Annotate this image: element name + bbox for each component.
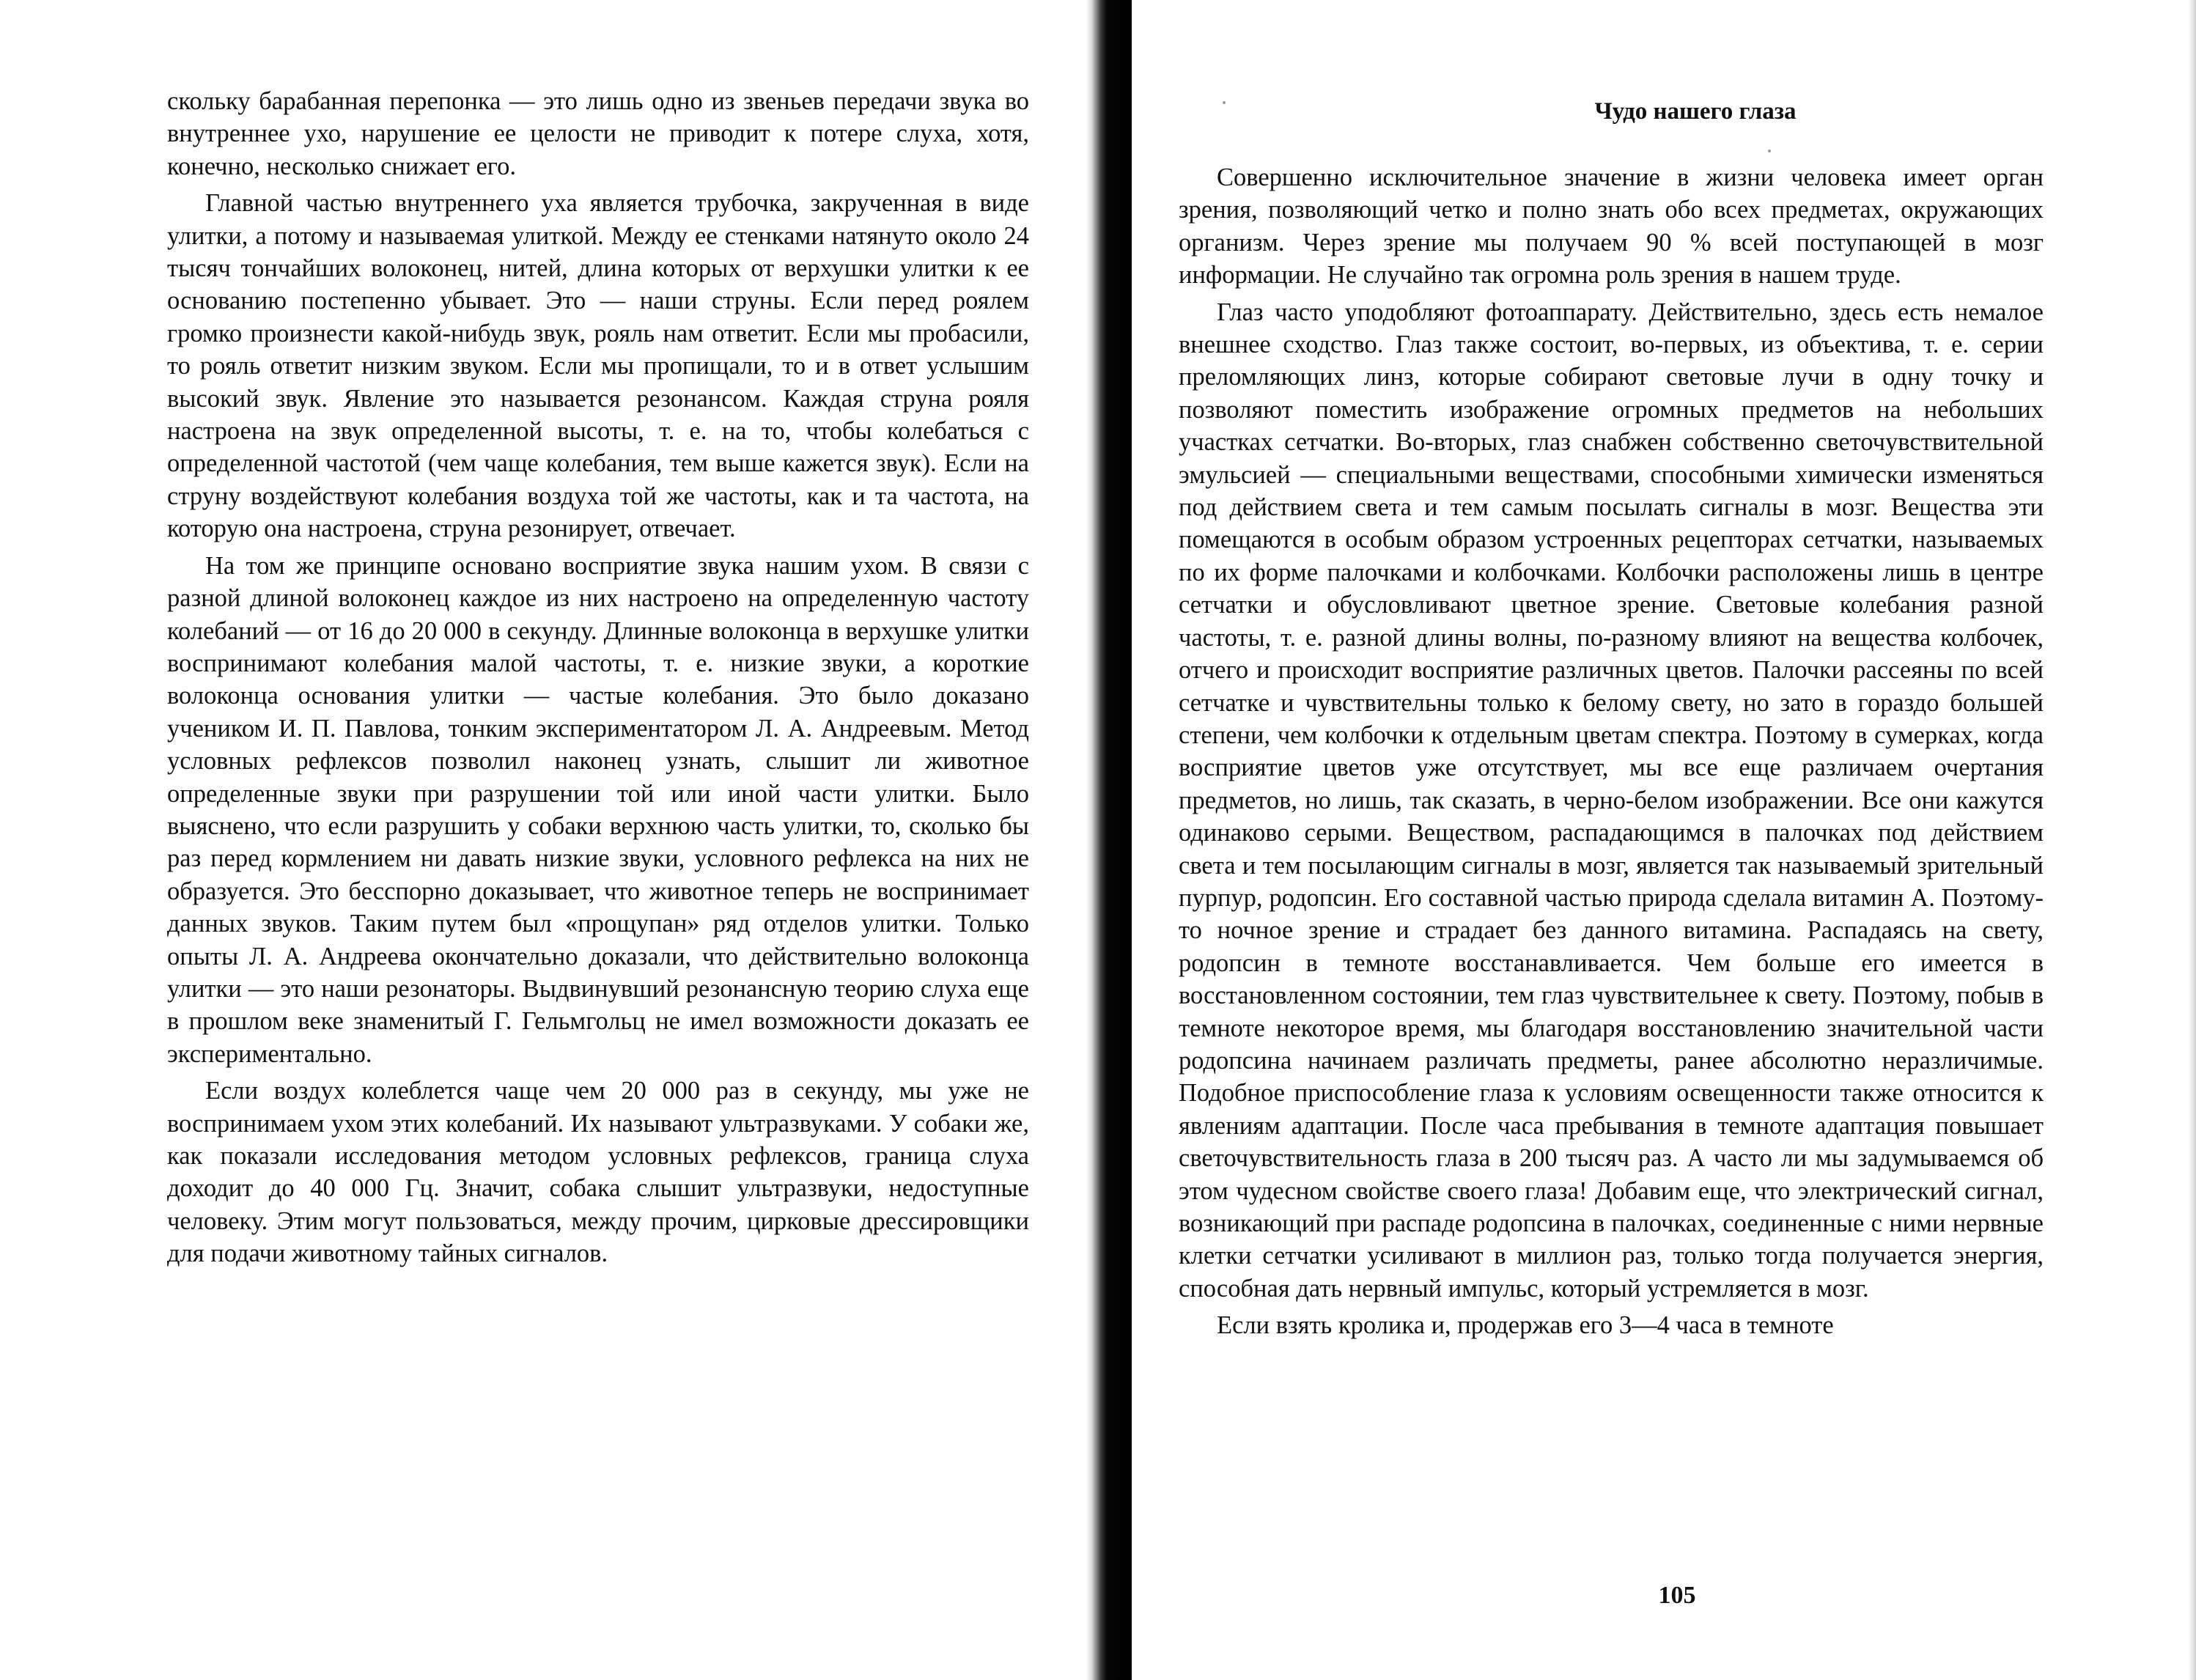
book-gutter <box>1086 0 1132 1680</box>
left-page-text <box>167 85 1029 1275</box>
left-page <box>0 0 1094 1680</box>
paragraph: Главной частью внутреннего уха является трубочка, закрученная в виде улитки, а потому и называемая улиткой. Между ее стенками натянуто около 24 тысяч тончайших волоконец, нитей, длина которых от верхушки улитки к ее основанию постепенно убывает. Это — наши струны. Если перед роялем громко произнести какой-нибудь звук, рояль нам ответит. Если мы пробасили, то рояль ответит низким звуком. Если мы пропищали, то и в ответ услышим высокий звук. Явление это называется резонансом. Каждая струна рояля настроена на звук определенной высоты, т. е. на то, чтобы колебаться с определенной частотой (чем чаще колебания, тем выше кажется звук). Если на струну воздействуют колебания воздуха той же частоты, как и та частота, на которую она настроена, струна резонирует, отвечает. <box>167 189 1029 543</box>
scan-speck <box>1223 101 1226 104</box>
page-number: 105 <box>1658 1582 1696 1609</box>
scan-speck <box>1768 150 1771 152</box>
right-page <box>1129 0 2196 1680</box>
right-page-text <box>1179 161 2044 1346</box>
paragraph: На том же принципе основано восприятие звука нашим ухом. В связи с разной длиной волоконец каждое из них настроено на определенную частоту колебаний — от 16 до 20 000 в секунду. Длинные волоконца в верхушке улитки воспринимают колебания малой частоты, т. е. низкие звуки, а короткие волоконца основания улитки — частые колебания. Это было доказано учеником И. П. Павлова, тонким экспериментатором Л. А. Андреевым. Метод условных рефлексов позволил наконец узнать, слышит ли животное определенные звуки при разрушении той или иной части улитки. Было выяснено, что если разрушить у собаки верхнюю часть улитки, то, сколько бы раз перед кормлением ни давать низкие звуки, условного рефлекса на них не образуется. Это бесспорно доказывает, что животное теперь не воспринимает данных звуков. Таким путем был «прощупан» ряд отделов улитки. Только опыты Л. А. Андреева окончательно доказали, что действительно волоконца улитки — это наши резонаторы. Выдвинувший резонансную теорию слуха еще в прошлом веке знаменитый Г. Гельмгольц не имел возможности доказать ее экспериментально. <box>167 551 1029 1068</box>
chapter-title: Чудо нашего глаза <box>1594 98 1797 125</box>
paragraph: Глаз часто уподобляют фотоаппарату. Действительно, здесь есть немалое внешнее сходство. Глаз также состоит, во-первых, из объектива, т. е. серии преломляющих линз, которые собирают световые лучи в одну точку и позволяют поместить изображение огромных предметов на небольших участках сетчатки. Во-вторых, глаз снабжен собственно светочувствительной эмульсией — специальными веществами, способными химически изменяться под действием света и тем самым посылать сигналы в мозг. Вещества эти помещаются в особым образом устроенных рецепторах сетчатки, называемых по их форме палочками и колбочками. Колбочки расположены лишь в центре сетчатки и обусловливают цветное зрение. Световые колебания разной частоты, т. е. разной длины волны, по-разному влияют на вещества колбочек, отчего и происходит восприятие различных цветов. Палочки рассеяны по всей сетчатке и чувствительны только к белому свету, но зато в гораздо большей степени, чем колбочки к отдельным цветам спектра. Поэтому в сумерках, когда восприятие цветов уже отсутствует, мы все еще различаем очертания предметов, но лишь, так сказать, в черно-белом изображении. Все они кажутся одинаково серыми. Веществом, распадающимся в палочках под действием света и тем посылающим сигналы в мозг, является так называемый зрительный пурпур, родопсин. Его составной частью природа сделала витамин А. Поэтому-то ночное зрение и страдает без данного витамина. Распадаясь на свету, родопсин в темноте восстанавливается. Чем больше его имеется в восстановленном состоянии, тем глаз чувствительнее к свету. Поэтому, побыв в темноте некоторое время, мы благодаря восстановлению значительной части родопсина начинаем различать предметы, ранее абсолютно неразличимые. Подобное приспособление глаза к условиям освещенности также относится к явлениям адаптации. После часа пребывания в темноте адаптация повышает светочувствительность глаза в 200 тысяч раз. А часто ли мы задумываемся об этом чудесном свойстве своего глаза! Добавим еще, что электрический сигнал, возникающий при распаде родопсина в палочках, соединенные с ними нервные клетки сетчатки усиливают в миллион раз, только тогда получается энергия, способная дать нервный импульс, который устремляется в мозг. <box>1179 298 2044 1303</box>
paragraph: Если воздух колеблется чаще чем 20 000 раз в секунду, мы уже не воспринимаем ухом этих колебаний. Их называют ультразвуками. У собаки же, как показали исследования методом условных рефлексов, граница слуха доходит до 40 000 Гц. Значит, собака слышит ультразвуки, недоступные человеку. Этим могут пользоваться, между прочим, цирковые дрессировщики для подачи животному тайных сигналов. <box>167 1077 1029 1268</box>
page-edge-shadow <box>2189 0 2196 1680</box>
paragraph: скольку барабанная перепонка — это лишь одно из звеньев передачи звука во внутреннее ухо, нарушение ее целости не приводит к потере слуха, хотя, конечно, несколько снижает его. <box>167 87 1029 180</box>
paragraph: Если взять кролика и, продержав его 3—4 часа в темноте <box>1217 1311 1834 1340</box>
paragraph: Совершенно исключительное значение в жизни человека имеет орган зрения, позволяющий четко и полно знать обо всех предметах, окружающих организм. Через зрение мы получаем 90 % всей поступающей в мозг информации. Не случайно так огромна роль зрения в нашем труде. <box>1179 163 2044 290</box>
